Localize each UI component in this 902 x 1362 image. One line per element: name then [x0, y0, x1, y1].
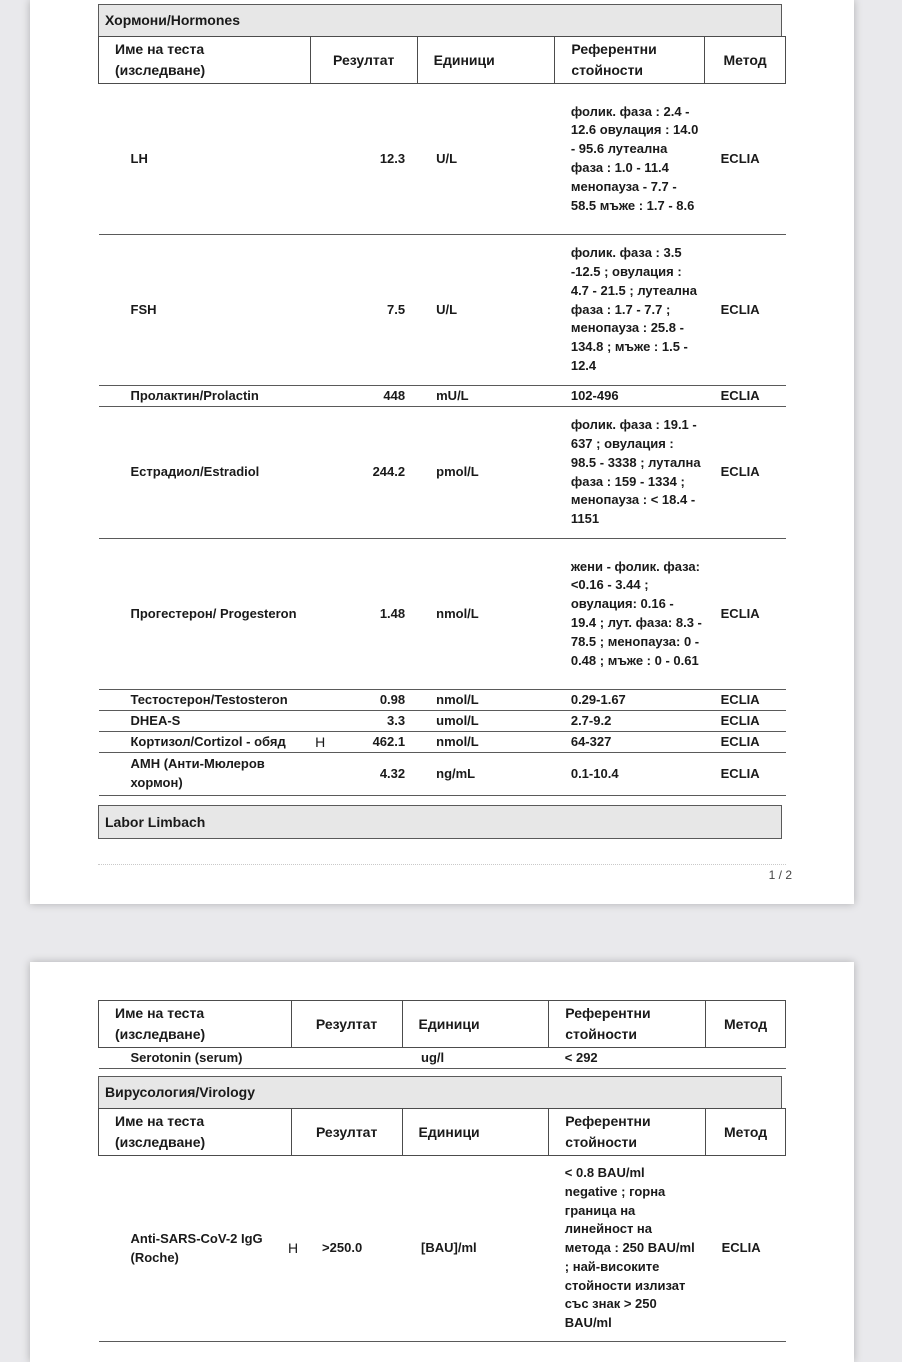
test-method: ECLIA — [705, 690, 786, 711]
lab-title: Labor Limbach — [105, 814, 206, 830]
test-reference: < 292 — [549, 1048, 706, 1069]
test-result: 4.32 — [379, 765, 406, 781]
table-row — [99, 407, 786, 539]
test-method: ECLIA — [705, 407, 786, 539]
test-method: ECLIA — [705, 539, 786, 690]
test-unit: nmol/L — [417, 732, 555, 753]
column-header-reference: Референтни стойности — [555, 37, 705, 84]
high-flag: H — [288, 1240, 299, 1257]
table-header-row — [99, 37, 786, 84]
test-unit: nmol/L — [417, 539, 555, 690]
test-result: >250.0 — [322, 1240, 363, 1256]
test-name: Serotonin (serum) — [99, 1048, 292, 1069]
test-reference: 102-496 — [555, 386, 705, 407]
column-header-units: Единици — [402, 1001, 549, 1048]
section-header-lab — [98, 805, 782, 839]
test-result: 0.98 — [379, 691, 406, 707]
section-header-hormones — [98, 4, 782, 37]
test-reference: 64-327 — [555, 732, 705, 753]
section-title: Хормони/Hormones — [105, 12, 240, 28]
test-name: Anti-SARS-CoV-2 IgG (Roche) — [130, 1230, 263, 1265]
test-reference: < 0.8 BAU/ml negative ; горна граница на линейност на метода : 250 BAU/ml ; най-високите стойности излизат със знак > 250 BAU/ml — [549, 1156, 706, 1342]
footer-divider — [98, 864, 786, 865]
test-method: ECLIA — [705, 235, 786, 386]
test-name: FSH — [130, 301, 157, 317]
test-method: ECLIA — [705, 711, 786, 732]
table-row — [99, 711, 786, 732]
hormones-table — [98, 36, 786, 796]
table-row — [99, 1048, 786, 1069]
test-result: 1.48 — [379, 605, 406, 621]
test-result: 448 — [383, 387, 406, 403]
test-result: 462.1 — [372, 733, 406, 749]
test-reference: 2.7-9.2 — [555, 711, 705, 732]
column-header-method: Метод — [705, 37, 786, 84]
test-result: 7.5 — [387, 301, 406, 317]
table-row — [99, 84, 786, 235]
test-method: ECLIA — [706, 1156, 786, 1342]
table-header-row — [99, 1109, 786, 1156]
test-name: LH — [130, 150, 148, 166]
test-name: Прогестерон/ Progesteron — [130, 605, 297, 621]
test-reference: фолик. фаза : 3.5 -12.5 ; овулация : 4.7 - 21.5 ; лутеална фаза : 1.7 - 7.7 ; менопауза : 25.8 - 134.8 ; мъже : 1.5 - 12.4 — [555, 235, 705, 386]
table-row — [99, 539, 786, 690]
high-flag: H — [315, 733, 326, 750]
test-reference: 0.29-1.67 — [555, 690, 705, 711]
column-header-result: Резултат — [291, 1109, 402, 1156]
test-method: ECLIA — [705, 386, 786, 407]
test-unit: [BAU]/ml — [402, 1156, 549, 1342]
test-unit: ng/mL — [417, 753, 555, 796]
test-reference: фолик. фаза : 19.1 - 637 ; овулация : 98.5 - 3338 ; лутална фаза : 159 - 1334 ; менопауза : < 18.4 - 1151 — [555, 407, 705, 539]
section-header-virology — [98, 1076, 782, 1109]
serotonin-table — [98, 1000, 786, 1069]
test-result: 3.3 — [387, 712, 406, 728]
table-row — [99, 235, 786, 386]
test-result: 244.2 — [372, 464, 406, 480]
test-result: 12.3 — [379, 150, 406, 166]
test-unit: mU/L — [417, 386, 555, 407]
test-result — [291, 1048, 402, 1069]
test-unit: ug/l — [402, 1048, 549, 1069]
column-header-method: Метод — [706, 1001, 786, 1048]
column-header-result: Резултат — [310, 37, 417, 84]
column-header-test: Име на теста (изследване) — [99, 1001, 292, 1048]
test-reference: жени - фолик. фаза: <0.16 - 3.44 ; овулация: 0.16 - 19.4 ; лут. фаза: 8.3 - 78.5 ; менопауза: 0 - 0.48 ; мъже : 0 - 0.61 — [555, 539, 705, 690]
column-header-reference: Референтни стойности — [549, 1001, 706, 1048]
test-unit: U/L — [417, 235, 555, 386]
column-header-test: Име на теста (изследване) — [99, 37, 311, 84]
test-name: DHEA-S — [130, 712, 181, 728]
column-header-reference: Референтни стойности — [549, 1109, 706, 1156]
report-page-2 — [30, 962, 854, 1362]
test-method: ECLIA — [705, 84, 786, 235]
table-row — [99, 690, 786, 711]
virology-table — [98, 1108, 786, 1342]
test-name: Тестостерон/Testosteron — [130, 691, 288, 707]
section-title: Вирусология/Virology — [105, 1084, 256, 1100]
test-reference: 0.1-10.4 — [555, 753, 705, 796]
table-row — [99, 732, 786, 753]
test-unit: umol/L — [417, 711, 555, 732]
column-header-method: Метод — [706, 1109, 786, 1156]
page-number: 1 / 2 — [768, 868, 792, 882]
test-unit: pmol/L — [417, 407, 555, 539]
column-header-units: Единици — [402, 1109, 549, 1156]
table-header-row — [99, 1001, 786, 1048]
test-reference: фолик. фаза : 2.4 - 12.6 овулация : 14.0 - 95.6 лутеална фаза : 1.0 - 11.4 менопауза - 7.7 - 58.5 мъже : 1.7 - 8.6 — [555, 84, 705, 235]
column-header-units: Единици — [417, 37, 555, 84]
table-row — [99, 1156, 786, 1342]
test-unit: U/L — [417, 84, 555, 235]
test-unit: nmol/L — [417, 690, 555, 711]
test-name: АМН (Анти-Мюлеров хормон) — [130, 756, 265, 790]
table-row — [99, 753, 786, 796]
column-header-result: Резултат — [291, 1001, 402, 1048]
test-method: ECLIA — [705, 732, 786, 753]
test-method: ECLIA — [705, 753, 786, 796]
test-name: Пролактин/Prolactin — [130, 387, 259, 403]
report-page-1 — [30, 0, 854, 904]
column-header-test: Име на теста (изследване) — [99, 1109, 292, 1156]
test-name: Естрадиол/Estradiol — [130, 464, 260, 480]
test-name: Кортизол/Cortizol - обяд — [130, 733, 286, 749]
table-row — [99, 386, 786, 407]
test-method — [706, 1048, 786, 1069]
